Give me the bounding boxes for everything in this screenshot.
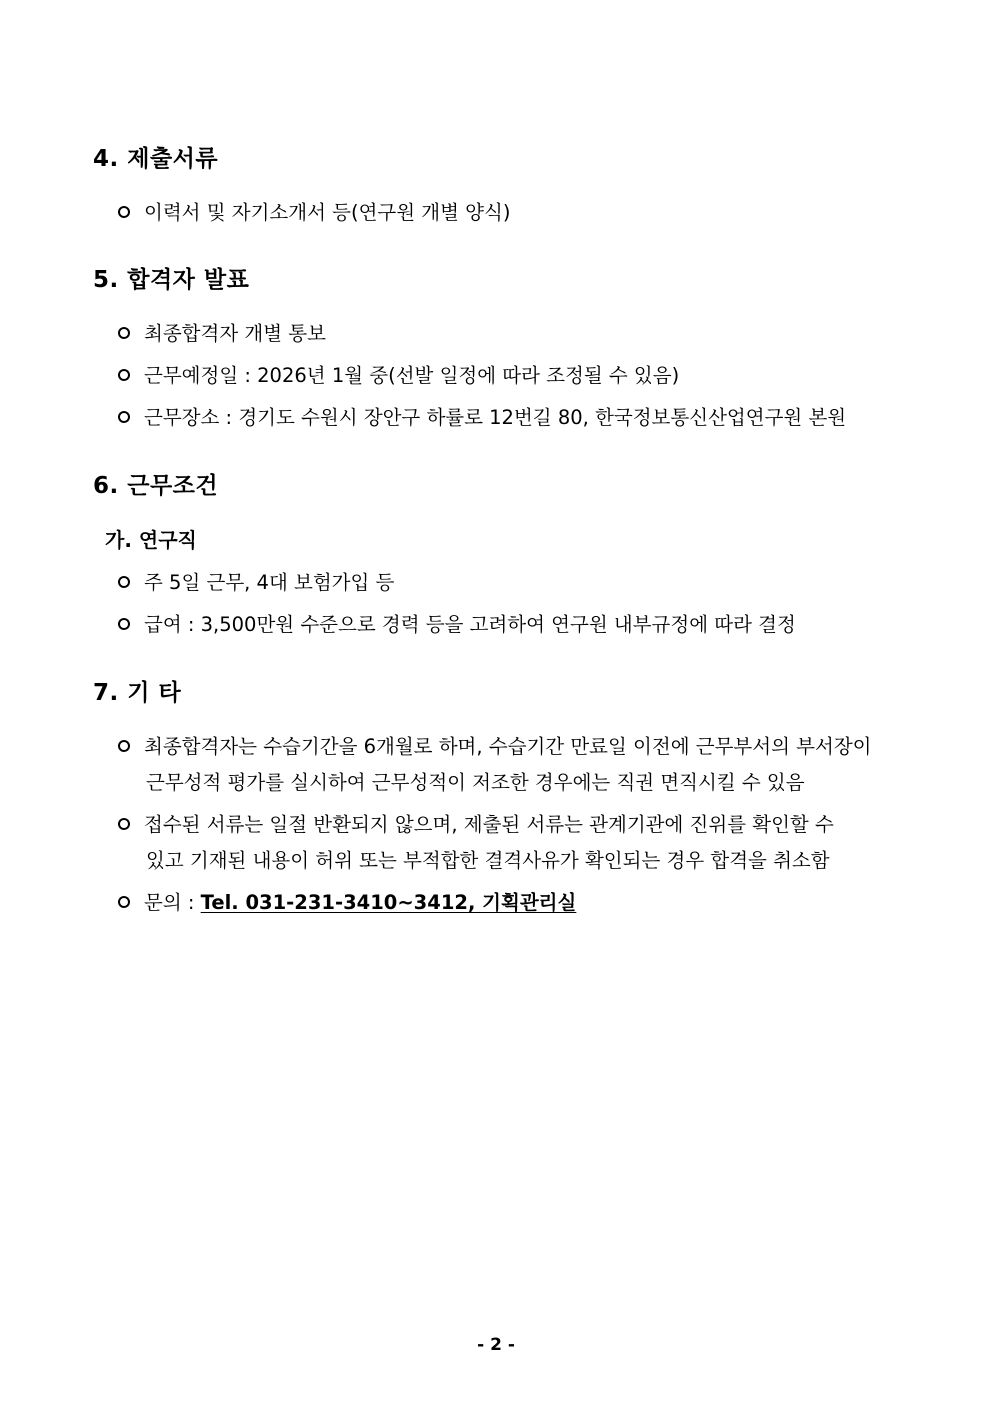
item-text: 최종합격자 개별 통보 xyxy=(144,322,326,345)
section-6-subheading: 가. 연구직 xyxy=(105,528,197,552)
page-number: - 2 - xyxy=(477,1335,515,1355)
circle-bullet-icon xyxy=(118,411,130,423)
circle-bullet-icon xyxy=(118,206,130,218)
section-7-item-1 xyxy=(118,731,872,759)
section-4-heading: 4. 제출서류 xyxy=(93,146,219,172)
section-5-item-3 xyxy=(118,402,846,430)
circle-bullet-icon xyxy=(118,818,130,830)
section-7-item-1-continuation: 근무성적 평가를 실시하여 근무성적이 저조한 경우에는 직권 면직시킬 수 있음 xyxy=(146,771,805,794)
circle-bullet-icon xyxy=(118,740,130,752)
item-text: 최종합격자는 수습기간을 6개월로 하며, 수습기간 만료일 이전에 근무부서의 부서장이 xyxy=(144,735,872,758)
section-6-item-1 xyxy=(118,567,394,595)
contact-info: Tel. 031-231-3410~3412, 기획관리실 xyxy=(200,891,577,914)
section-7-item-2 xyxy=(118,809,834,837)
item-text: 주 5일 근무, 4대 보험가입 등 xyxy=(144,571,395,594)
circle-bullet-icon xyxy=(118,327,130,339)
section-5-item-2 xyxy=(118,360,679,388)
section-7-item-3 xyxy=(118,887,576,915)
section-5-item-1 xyxy=(118,318,326,346)
section-7-heading: 7. 기 타 xyxy=(93,680,182,706)
item-text: 근무예정일 : 2026년 1월 중(선발 일정에 따라 조정될 수 있음) xyxy=(144,364,680,387)
section-5-heading: 5. 합격자 발표 xyxy=(93,267,250,293)
circle-bullet-icon xyxy=(118,896,130,908)
section-6-item-2 xyxy=(118,609,796,637)
contact-label: 문의 : xyxy=(144,891,201,914)
item-text: 근무장소 : 경기도 수원시 장안구 하률로 12번길 80, 한국정보통신산업연구원 본원 xyxy=(144,406,847,429)
circle-bullet-icon xyxy=(118,576,130,588)
circle-bullet-icon xyxy=(118,369,130,381)
item-text: 접수된 서류는 일절 반환되지 않으며, 제출된 서류는 관계기관에 진위를 확인할 수 xyxy=(144,813,834,836)
section-6-heading: 6. 근무조건 xyxy=(93,473,219,499)
circle-bullet-icon xyxy=(118,618,130,630)
section-7-item-2-continuation: 있고 기재된 내용이 허위 또는 부적합한 결격사유가 확인되는 경우 합격을 취소함 xyxy=(146,849,830,872)
item-text: 이력서 및 자기소개서 등(연구원 개별 양식) xyxy=(144,201,511,224)
section-4-item-1 xyxy=(118,197,510,225)
item-text: 급여 : 3,500만원 수준으로 경력 등을 고려하여 연구원 내부규정에 따라 결정 xyxy=(144,613,796,636)
